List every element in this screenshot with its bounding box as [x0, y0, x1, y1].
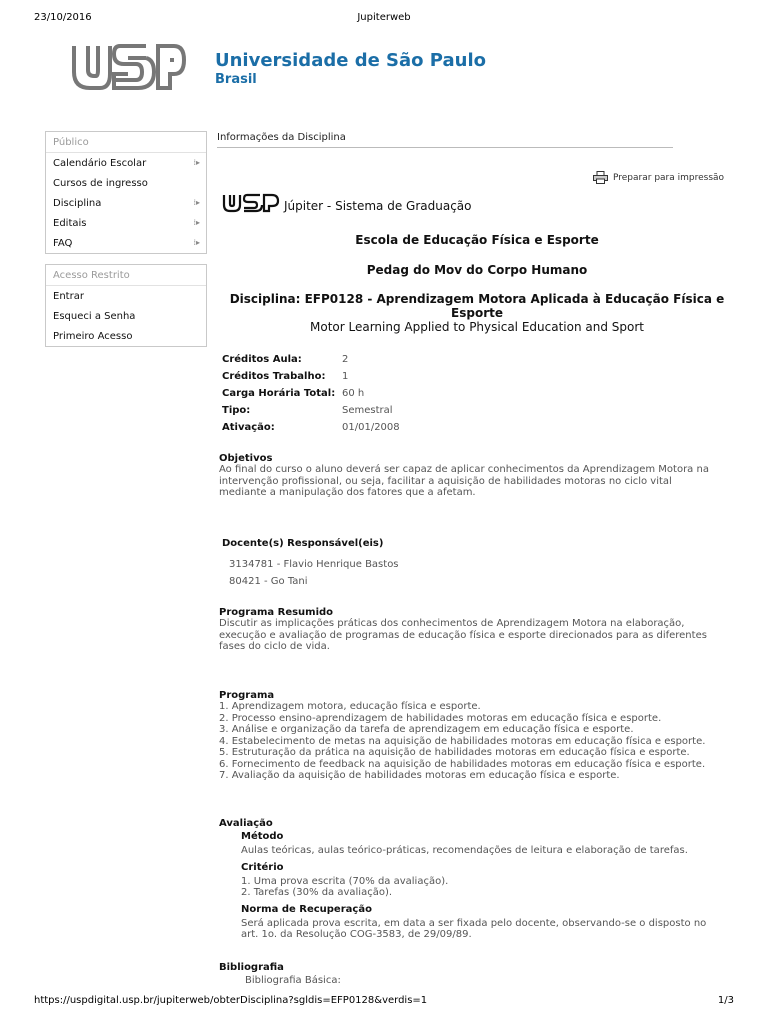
sidebar-item-label: Disciplina: [53, 198, 102, 209]
docentes-section: [222, 538, 399, 590]
info-value: 1: [342, 371, 349, 382]
avaliacao-section: [219, 818, 719, 941]
info-key: Créditos Aula:: [222, 354, 302, 365]
print-page-title: Jupiterweb: [357, 12, 411, 23]
bibliografia-title: Bibliografia: [219, 962, 284, 973]
metodo-text: Aulas teóricas, aulas teórico-práticas, recomendações de leitura e elaboração de tarefas.: [241, 845, 688, 856]
sidebar-item-editais[interactable]: [46, 213, 206, 233]
programa-item: 5. Estruturação da prática na aquisição de habilidades motoras em educação física e esporte.: [219, 747, 690, 758]
submenu-arrow-icon: ⁞▸: [193, 198, 200, 207]
print-date: 23/10/2016: [34, 12, 92, 23]
print-label: Preparar para impressão: [613, 173, 725, 183]
sidebar-item-primeiro-acesso[interactable]: [46, 326, 206, 346]
discipline-title-line1: Disciplina: EFP0128 - Aprendizagem Motora Aplicada à Educação Física e: [229, 292, 725, 306]
bibliografia-basica-label: Bibliografia Básica:: [245, 975, 341, 986]
sidebar-item-faq[interactable]: [46, 233, 206, 253]
sidebar-item-esqueci-senha[interactable]: [46, 306, 206, 326]
metodo-title: Método: [241, 831, 284, 842]
docentes-title: Docente(s) Responsável(eis): [222, 538, 384, 549]
sidebar-item-disciplina[interactable]: [46, 193, 206, 213]
sidebar-item-label: Calendário Escolar: [53, 158, 147, 169]
programa-item: 6. Fornecimento de feedback na aquisição de habilidades motoras em educação física e esporte.: [219, 758, 706, 770]
docente-item: 3134781 - Flavio Henrique Bastos: [229, 559, 399, 570]
programa-resumido-section: [219, 607, 719, 653]
sidebar-item-cursos[interactable]: [46, 173, 206, 193]
info-key: Tipo:: [222, 405, 251, 416]
sidebar-restricted: [45, 264, 207, 347]
school-name: Escola de Educação Física e Esporte: [355, 233, 599, 247]
department-name: Pedag do Mov do Corpo Humano: [366, 263, 588, 277]
sidebar-item-label: Editais: [53, 218, 87, 229]
programa-title: Programa: [219, 690, 275, 701]
objetivos-section: [219, 453, 719, 499]
programa-item: 3. Análise e organização da tarefa de aprendizagem em educação física e esporte.: [219, 724, 634, 735]
info-value: 60 h: [342, 388, 365, 399]
sidebar-item-label: Cursos de ingresso: [53, 178, 148, 189]
docente-item: 80421 - Go Tani: [229, 576, 308, 587]
objetivos-title: Objetivos: [219, 453, 273, 464]
discipline-english-title: Motor Learning Applied to Physical Education and Sport: [310, 320, 644, 334]
info-value: 01/01/2008: [342, 422, 400, 433]
sidebar-public: [45, 131, 207, 254]
submenu-arrow-icon: ⁞▸: [193, 218, 200, 227]
programa-item: 2. Processo ensino-aprendizagem de habilidades motoras em educação física e esporte.: [219, 712, 662, 724]
usp-small-logo: [222, 193, 280, 213]
info-key: Carga Horária Total:: [222, 388, 336, 399]
bibliografia-section: [219, 962, 719, 987]
avaliacao-title: Avaliação: [219, 818, 273, 829]
info-key: Ativação:: [222, 422, 275, 433]
programa-section: [219, 690, 719, 782]
print-button[interactable]: [593, 171, 724, 184]
usp-logo[interactable]: [70, 42, 188, 92]
printer-icon: [593, 171, 608, 184]
submenu-arrow-icon: ⁞▸: [193, 158, 200, 167]
system-name: Júpiter - Sistema de Graduação: [284, 199, 472, 213]
programa-resumido-title: Programa Resumido: [219, 607, 334, 618]
programa-resumido-text: Discutir as implicações práticas dos conhecimentos de Aprendizagem Motora na elaboração, execução e avaliação de programas de educação física e esporte direcionados para as diferentes fases do ciclo de vida.: [219, 618, 707, 652]
programa-item: 1. Aprendizagem motora, educação física e esporte.: [219, 701, 481, 712]
criterio-title: Critério: [241, 861, 284, 873]
section-divider: [217, 147, 673, 148]
info-key: Créditos Trabalho:: [222, 371, 326, 382]
discipline-heading: [217, 292, 737, 334]
sidebar-item-label: Esqueci a Senha: [53, 311, 136, 322]
sidebar-item-label: FAQ: [53, 238, 73, 249]
sidebar-item-calendario[interactable]: [46, 153, 206, 173]
sidebar-item-entrar[interactable]: [46, 286, 206, 306]
page-url: https://uspdigital.usp.br/jupiterweb/obterDisciplina?sgldis=EFP0128&verdis=1: [34, 995, 428, 1006]
programa-item: 4. Estabelecimento de metas na aquisição de habilidades motoras em educação física e esporte.: [219, 735, 706, 747]
sidebar-item-label: Entrar: [53, 291, 84, 302]
info-value: Semestral: [342, 405, 393, 416]
sidebar-item-label: Primeiro Acesso: [53, 331, 133, 342]
university-country: Brasil: [215, 72, 257, 87]
objetivos-text: Ao final do curso o aluno deverá ser capaz de aplicar conhecimentos da Aprendizagem Motora na intervenção profissional, ou seja, facilitar a aquisição de habilidades motoras no ciclo vital mediante a manipulação dos fatores que a afetam.: [219, 464, 709, 498]
info-value: 2: [342, 354, 349, 365]
discipline-title-line2: Esporte: [451, 306, 503, 320]
university-heading: [215, 50, 486, 87]
sidebar-public-title: Público: [46, 132, 206, 153]
programa-item: 7. Avaliação da aquisição de habilidades motoras em educação física e esporte.: [219, 770, 620, 781]
section-title: Informações da Disciplina: [217, 132, 346, 143]
criterio-item: 1. Uma prova escrita (70% da avaliação).: [241, 875, 449, 887]
page-number: 1/3: [717, 995, 734, 1006]
norma-title: Norma de Recuperação: [241, 903, 372, 915]
sidebar-restricted-title: Acesso Restrito: [46, 265, 206, 286]
norma-text: Será aplicada prova escrita, em data a ser fixada pelo docente, observando-se o disposto no art. 1o. da Resolução COG-3583, de 29/09/89.: [241, 917, 707, 940]
criterio-item: 2. Tarefas (30% da avaliação).: [241, 887, 393, 898]
university-name: Universidade de São Paulo: [215, 50, 487, 71]
avaliacao-details: [241, 831, 719, 941]
submenu-arrow-icon: ⁞▸: [193, 238, 200, 247]
